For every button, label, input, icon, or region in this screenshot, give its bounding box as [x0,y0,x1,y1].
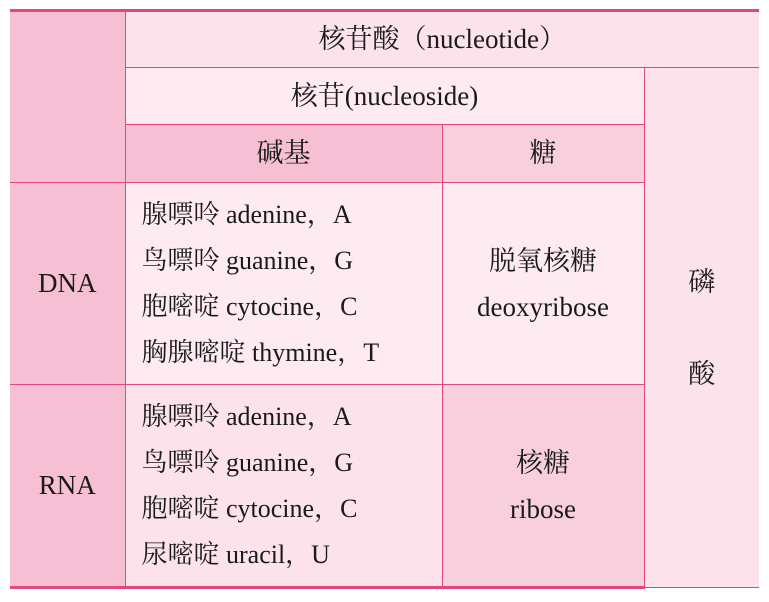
header-nucleoside: 核苷(nucleoside) [125,68,644,125]
base-item: 鸟嘌呤 guanine，G [141,245,354,275]
sugar-name-en: ribose [510,493,576,524]
header-sugar: 糖 [442,125,644,183]
phosphate-cell [644,68,759,588]
base-item: 胞嘧啶 cytocine，C [141,291,358,321]
sugar-name-cn: 核糖 [516,447,570,478]
rna-bases-cell [125,385,442,588]
base-item: 腺嘌呤 adenine，A [141,401,352,431]
header-base: 碱基 [125,125,442,183]
corner-cell [10,11,125,183]
rna-sugar-cell [442,385,644,588]
row-label-rna: RNA [10,385,125,588]
phosphate-char-1: 磷 [688,266,716,297]
base-item: 腺嘌呤 adenine，A [141,199,352,229]
phosphate-char-2: 酸 [688,358,716,389]
header-nucleotide: 核苷酸（nucleotide） [125,11,759,68]
dna-bases-cell [125,183,442,385]
base-item: 尿嘧啶 uracil，U [141,539,330,569]
dna-sugar-cell [442,183,644,385]
base-item: 胞嘧啶 cytocine，C [141,493,358,523]
base-item: 鸟嘌呤 guanine，G [141,447,354,477]
row-label-dna: DNA [10,183,125,385]
sugar-name-en: deoxyribose [477,291,609,322]
sugar-name-cn: 脱氧核糖 [489,245,597,276]
nucleotide-composition-table [10,9,759,589]
base-item: 胸腺嘧啶 thymine，T [141,337,380,367]
